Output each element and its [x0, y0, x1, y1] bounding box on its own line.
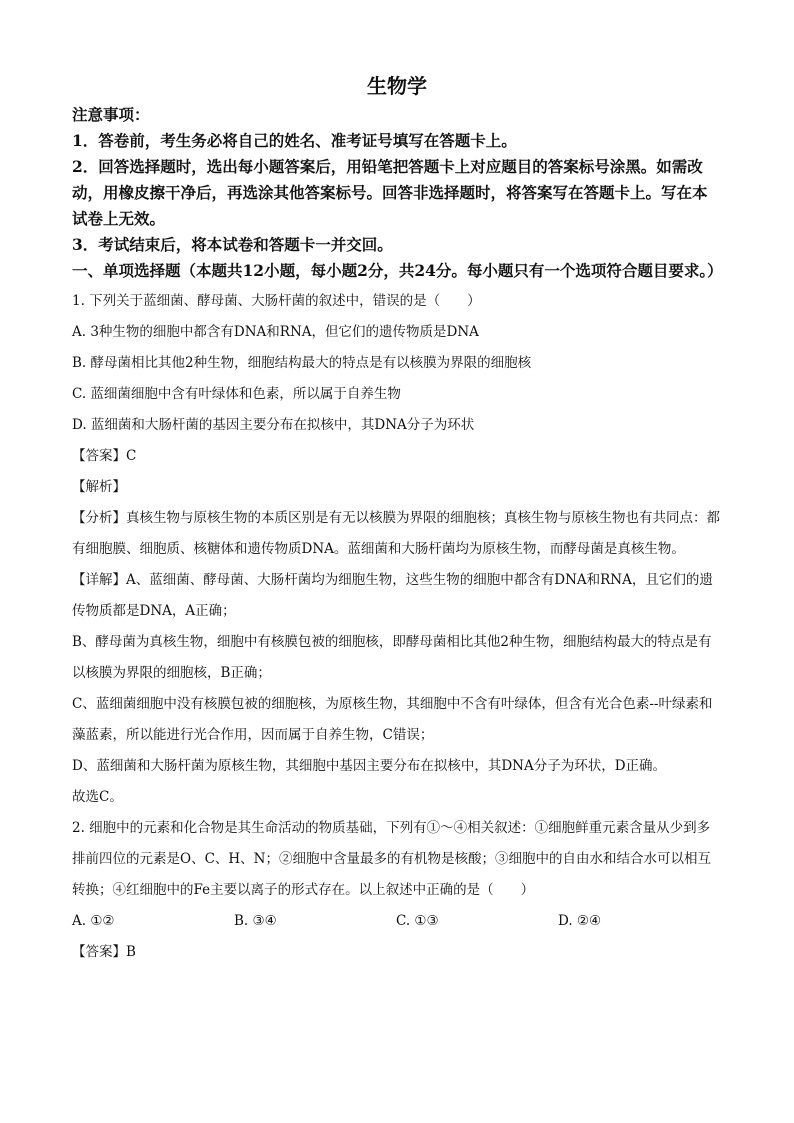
question-option: A. 3种生物的细胞中都含有DNA和RNA，但它们的遗传物质是DNA: [72, 324, 479, 340]
answer-line: 【答案】C: [72, 448, 137, 464]
analysis-label: 【解析】: [72, 479, 126, 495]
exam-content: [72, 102, 722, 968]
analysis-paragraph: 【分析】真核生物与原核生物的本质区别是有无以核膜为界限的细胞核；真核生物与原核生物也有共同点：都有细胞膜、细胞质、核糖体和遗传物质DNA。蓝细菌和大肠杆菌均为原核生物，而酵母菌是真核生物。: [72, 510, 720, 557]
section-heading: 一、单项选择题（本题共12小题，每小题2分，共24分。每小题只有一个选项符合题目要求。）: [72, 261, 723, 280]
page-title: 生物学: [367, 74, 427, 98]
option-row: [72, 906, 722, 937]
question-option: A. ①②: [72, 913, 115, 929]
question-option: B. 酵母菌相比其他2种生物，细胞结构最大的特点是有以核膜为界限的细胞核: [72, 355, 532, 371]
detail-paragraph: B、酵母菌为真核生物，细胞中有核膜包被的细胞核，即酵母菌相比其他2种生物，细胞结构最大的特点是有以核膜为界限的细胞核，B正确；: [72, 634, 712, 681]
notice-item: 2．回答选择题时，选出每小题答案后，用铅笔把答题卡上对应题目的答案标号涂黑。如需改动，用橡皮擦干净后，再选涂其他答案标号。回答非选择题时，将答案写在答题卡上。写在本试卷上无效。: [72, 157, 708, 228]
answer-line: 【答案】B: [72, 944, 136, 960]
notice-heading: 注意事项：: [72, 105, 150, 124]
question-option: D. 蓝细菌和大肠杆菌的基因主要分布在拟核中，其DNA分子为环状: [72, 417, 475, 433]
detail-paragraph: 【详解】A、蓝细菌、酵母菌、大肠杆菌均为细胞生物，这些生物的细胞中都含有DNA和RNA，且它们的遗传物质都是DNA，A正确；: [72, 572, 713, 619]
conclusion-line: 故选C。: [72, 789, 123, 805]
question-stem: 1. 下列关于蓝细菌、酵母菌、大肠杆菌的叙述中，错误的是（ ）: [72, 293, 481, 309]
question-option: B. ③④: [234, 913, 277, 929]
question-stem: 2. 细胞中的元素和化合物是其生命活动的物质基础，下列有①～④相关叙述：①细胞鲜重元素含量从少到多排前四位的元素是O、C、H、N；②细胞中含量最多的有机物是核酸；③细胞中的自由水和结合水可以相互转换；④红细胞中的Fe主要以离子的形式存在。以上叙述中正确的是（ ）: [72, 820, 711, 898]
question-option: C. 蓝细菌细胞中含有叶绿体和色素，所以属于自养生物: [72, 386, 401, 402]
question-option: D. ②④: [558, 913, 602, 929]
notice-item: 1．答卷前，考生务必将自己的姓名、准考证号填写在答题卡上。: [72, 131, 517, 150]
detail-paragraph: D、蓝细菌和大肠杆菌为原核生物，其细胞中基因主要分布在拟核中，其DNA分子为环状，D正确。: [72, 758, 667, 774]
question-option: C. ①③: [396, 913, 439, 929]
detail-paragraph: C、蓝细菌细胞中没有核膜包被的细胞核，为原核生物，其细胞中不含有叶绿体，但含有光合色素--叶绿素和藻蓝素，所以能进行光合作用，因而属于自养生物，C错误；: [72, 696, 713, 743]
notice-item: 3．考试结束后，将本试卷和答题卡一并交回。: [72, 235, 393, 254]
